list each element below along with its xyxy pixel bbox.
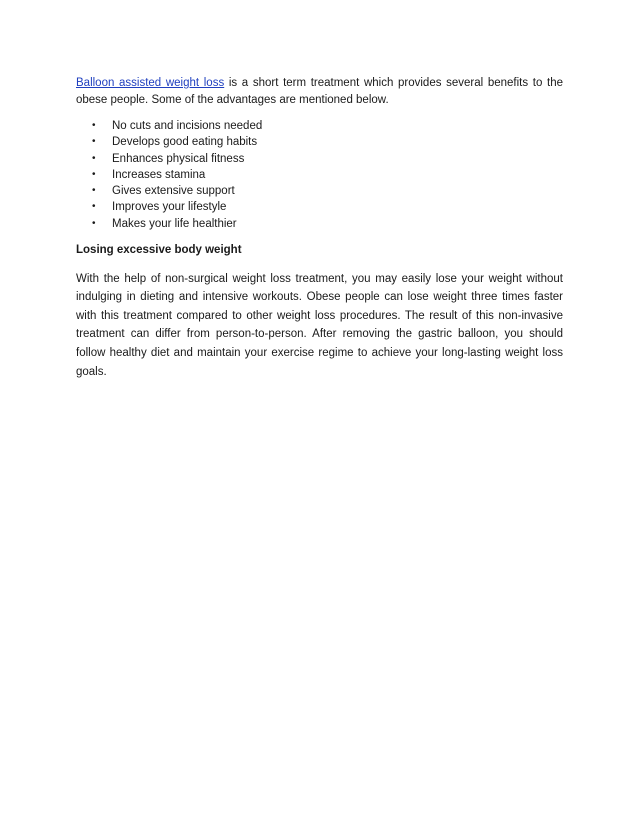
bullet-icon: • (92, 201, 96, 213)
list-item-text: No cuts and incisions needed (112, 120, 263, 132)
list-item (76, 199, 563, 215)
section-body-paragraph: With the help of non-surgical weight loss treatment, you may easily lose your weight without indulging in dieting and intensive workouts. Obese people can lose weight three times faster with this treatment compared to other weight loss procedures. The result of this non-invasive treatment can differ from person-to-person. After removing the gastric balloon, you should follow healthy diet and maintain your exercise regime to achieve your long-lasting weight loss goals. (76, 272, 563, 378)
bullet-icon: • (92, 168, 96, 180)
list-item (76, 216, 563, 232)
benefits-list (76, 118, 563, 232)
intro-text: is a short term treatment which provides several benefits to the obese people. Some of the advantages are mentioned below. (76, 77, 563, 106)
list-item-text: Develops good eating habits (112, 136, 258, 149)
list-item-text: Enhances physical fitness (112, 152, 245, 165)
bullet-icon: • (92, 152, 96, 164)
list-item-text: Makes your life healthier (112, 217, 237, 230)
intro-paragraph (76, 75, 563, 108)
section-heading: Losing excessive body weight (76, 244, 242, 257)
list-item (76, 118, 563, 134)
list-item (76, 183, 563, 199)
list-item-text: Increases stamina (112, 168, 206, 181)
list-item (76, 167, 563, 183)
bullet-icon: • (92, 136, 96, 148)
list-item (76, 134, 563, 150)
document-content (76, 75, 563, 381)
bullet-icon: • (92, 120, 96, 131)
balloon-weight-loss-link[interactable]: Balloon assisted weight loss (76, 77, 225, 89)
bullet-icon: • (92, 185, 96, 197)
bullet-icon: • (92, 217, 96, 229)
list-item-text: Improves your lifestyle (112, 201, 227, 214)
list-item-text: Gives extensive support (112, 185, 235, 198)
list-item (76, 151, 563, 167)
